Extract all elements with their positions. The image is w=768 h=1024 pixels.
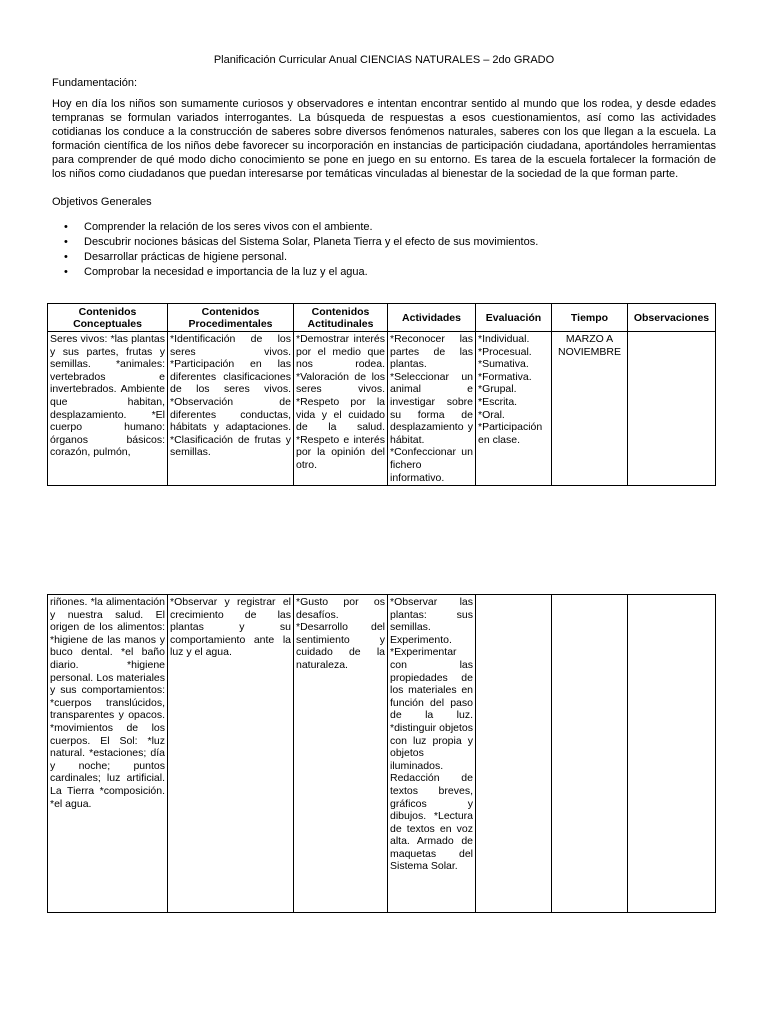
cell-evaluacion	[476, 332, 552, 486]
cell-actividades: *Reconocer las partes de las plantas. *Seleccionar un animal e investigar sobre su forma de desplazamiento y hábitat. *Confeccionar un fichero informativo.	[388, 332, 476, 486]
cell-actividades: *Observar las plantas: sus semillas. Experimento. *Experimentar con las propiedades de los materiales en función del paso de la luz. *distinguir objetos con luz propia y objetos iluminados. Redacción de textos breves, gráficos y dibujos. *Lectura de textos en voz alta. Armado de maquetas del Sistema Solar.	[388, 595, 476, 913]
evaluacion-item: *Participación en clase.	[478, 421, 543, 446]
evaluacion-item: *Oral.	[478, 408, 505, 421]
cell-observaciones	[628, 595, 716, 913]
cell-tiempo: MARZO A NOVIEMBRE	[552, 332, 628, 486]
cell-conceptuales: riñones. *la alimentación y nuestra salud. El origen de los alimentos: *higiene de las manos y buco dental. *el baño diario. *higiene personal. Los materiales y sus comportamientos: *cuerpos translúcidos, transparentes y opacos. *movimientos de los cuerpos. El Sol: *luz natural. *estaciones; día y noche; puntos cardinales; luz artificial. La Tierra *composición. *el agua.	[48, 595, 168, 913]
cell-observaciones	[628, 332, 716, 486]
page-title: Planificación Curricular Anual CIENCIAS NATURALES – 2do GRADO	[213, 54, 555, 66]
planning-table-part-2	[47, 594, 716, 913]
table-row	[48, 595, 716, 913]
cell-procedimentales: *Identificación de los seres vivos. *Participación en las diferentes clasificaciones de los seres vivos. *Observación de diferentes conductas, hábitats y adaptaciones. *Clasificación de frutas y semillas.	[168, 332, 294, 486]
list-item: • Descubrir nociones básicas del Sistema Solar, Planeta Tierra y el efecto de sus movimientos.	[64, 235, 538, 250]
evaluacion-item: *Formativa.	[478, 370, 532, 383]
header-observaciones: Observaciones	[628, 304, 716, 332]
header-actitudinales: Contenidos Actitudinales	[294, 304, 388, 332]
list-item: • Comprobar la necesidad e importancia de la luz y el agua.	[64, 265, 538, 280]
cell-conceptuales: Seres vivos: *las plantas y sus partes, frutas y semillas. *animales: vertebrados e invertebrados. Ambiente que habitan, desplazamiento. *El cuerpo humano: órganos básicos: corazón, pulmón,	[48, 332, 168, 486]
table-header-row	[48, 304, 716, 332]
fundamentacion-paragraph: Hoy en día los niños son sumamente curiosos y observadores e intentan encontrar sentido al mundo que los rodea, y desde edades tempranas se formulan variados interrogantes. La búsqueda de respuestas a esos cuestionamientos, así como las actividades cotidianas los conduce a la construcción de saberes sobre diversos fenómenos naturales, saberes con los que llegan a la escuela. La formación científica de los niños debe favorecer su incorporación en instancias de participación ciudadana, aportándoles herramientas para comprender de qué modo dicho conocimiento se pone en juego en su entorno. Es tarea de la escuela fortalecer la formación de los niños como ciudadanos que puedan interesarse por temáticas vinculadas al bienestar de la sociedad de la que forman parte.	[52, 98, 716, 180]
objetivos-list	[64, 220, 538, 280]
cell-actitudinales: *Demostrar interés por el medio que nos rodea. *Valoración de los seres vivos. *Respeto por la vida y el cuidado de la salud. *Respeto e interés por la opinión del otro.	[294, 332, 388, 486]
evaluacion-item: *Sumativa.	[478, 358, 529, 371]
cell-evaluacion	[476, 595, 552, 913]
evaluacion-item: *Grupal.	[478, 383, 517, 396]
planning-table-part-1	[47, 303, 716, 486]
list-item: • Comprender la relación de los seres vivos con el ambiente.	[64, 220, 538, 235]
header-tiempo: Tiempo	[552, 304, 628, 332]
header-actividades: Actividades	[388, 304, 476, 332]
list-item: • Desarrollar prácticas de higiene personal.	[64, 250, 538, 265]
objetivos-label: Objetivos Generales	[52, 196, 152, 208]
header-procedimentales: Contenidos Procedimentales	[168, 304, 294, 332]
cell-tiempo	[552, 595, 628, 913]
cell-actitudinales: *Gusto por os desafíos. *Desarrollo del sentimiento y cuidado de la naturaleza.	[294, 595, 388, 913]
table-row	[48, 332, 716, 486]
header-conceptuales: Contenidos Conceptuales	[48, 304, 168, 332]
fundamentacion-label: Fundamentación:	[52, 77, 137, 89]
cell-procedimentales: *Observar y registrar el crecimiento de las plantas y su comportamiento ante la luz y el agua.	[168, 595, 294, 913]
evaluacion-item: *Individual.	[478, 333, 530, 345]
evaluacion-item: *Procesual.	[478, 345, 532, 358]
evaluacion-item: *Escrita.	[478, 395, 518, 408]
header-evaluacion: Evaluación	[476, 304, 552, 332]
